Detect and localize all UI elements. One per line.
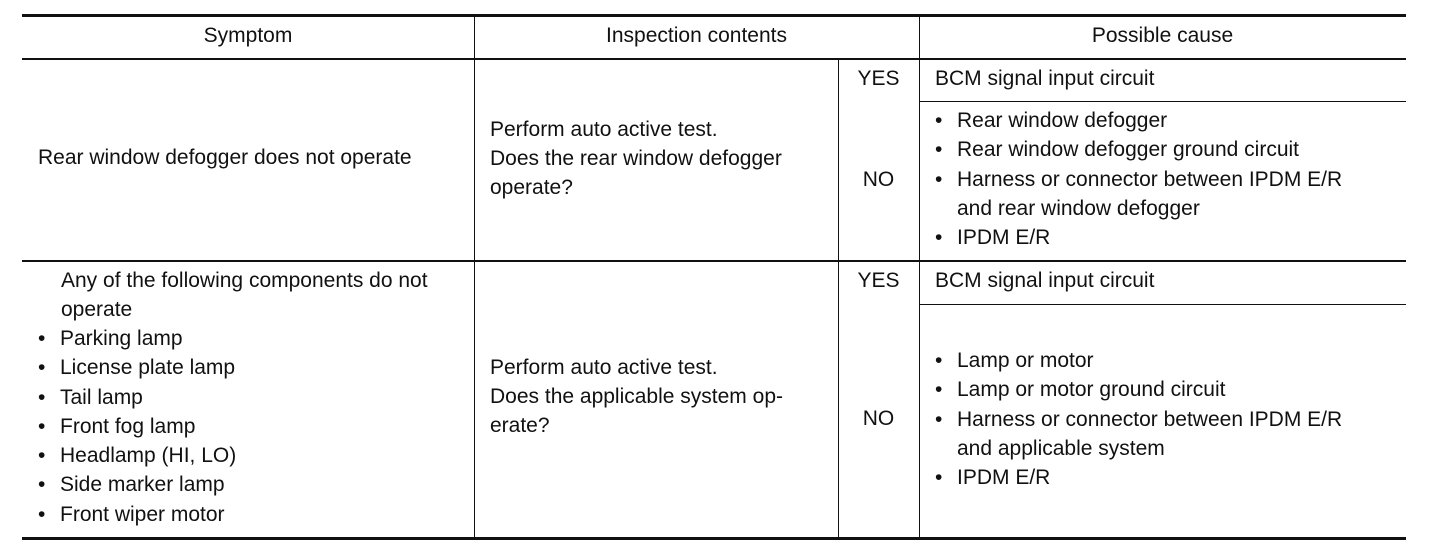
row1-no-causes-list	[933, 106, 1342, 252]
row2-symptom-list	[36, 324, 236, 529]
list-item: • Parking lamp	[36, 324, 236, 353]
row1-symptom: Rear window defogger does not operate	[38, 146, 412, 169]
row1-yes-cause: BCM signal input circuit	[935, 67, 1155, 90]
row1-no-label: NO	[862, 168, 895, 191]
table-bottom-border	[22, 537, 1406, 540]
header-inspection-contents: Inspection contents	[606, 24, 787, 47]
list-item: • Rear window defogger	[933, 106, 1342, 135]
row2-symptom-intro-line1: Any of the following components do not	[61, 269, 428, 292]
list-item: • Tail lamp	[36, 383, 236, 412]
list-item: • Front wiper motor	[36, 500, 236, 529]
row1-inspection-line1: Perform auto active test.	[490, 118, 718, 141]
list-item: • IPDM E/R	[933, 223, 1342, 252]
row1-inspection-line3: operate?	[490, 176, 573, 199]
diagnosis-table	[22, 14, 1406, 540]
list-item: • Headlamp (HI, LO)	[36, 441, 236, 470]
row2-inspection-line1: Perform auto active test.	[490, 356, 718, 379]
row2-no-causes-list	[933, 346, 1342, 492]
row2-no-label: NO	[862, 407, 895, 430]
list-item: • IPDM E/R	[933, 463, 1342, 492]
col-divider-answer	[838, 60, 839, 538]
row2-inspection-line3: erate?	[490, 414, 550, 437]
list-item: • Lamp or motor	[933, 346, 1342, 375]
col-divider-symptom	[474, 14, 475, 538]
list-item: • License plate lamp	[36, 353, 236, 382]
row-divider	[22, 260, 1406, 262]
row2-inspection-line2: Does the applicable system op-	[490, 385, 783, 408]
list-item: • Rear window defogger ground circuit	[933, 135, 1342, 164]
row2-yes-divider	[919, 304, 1406, 305]
list-item-continuation: and rear window defogger	[957, 196, 1200, 220]
row2-yes-cause: BCM signal input circuit	[935, 269, 1155, 292]
list-item: • Side marker lamp	[36, 470, 236, 499]
list-item: • Front fog lamp	[36, 412, 236, 441]
header-bottom-border	[22, 58, 1406, 60]
row2-symptom-intro-line2: operate	[61, 298, 133, 321]
row1-yes-label: YES	[857, 67, 900, 90]
header-symptom: Symptom	[203, 24, 293, 47]
row2-yes-label: YES	[857, 269, 900, 292]
row1-yes-divider	[919, 101, 1406, 102]
table-top-border	[22, 14, 1406, 17]
col-divider-cause	[919, 14, 920, 538]
header-possible-cause: Possible cause	[1091, 24, 1234, 47]
list-item: • Lamp or motor ground circuit	[933, 375, 1342, 404]
list-item: • Harness or connector between IPDM E/R	[933, 405, 1342, 434]
row1-inspection-line2: Does the rear window defogger	[490, 147, 782, 170]
list-item: • Harness or connector between IPDM E/R	[933, 165, 1342, 194]
list-item-continuation: and applicable system	[957, 436, 1165, 460]
